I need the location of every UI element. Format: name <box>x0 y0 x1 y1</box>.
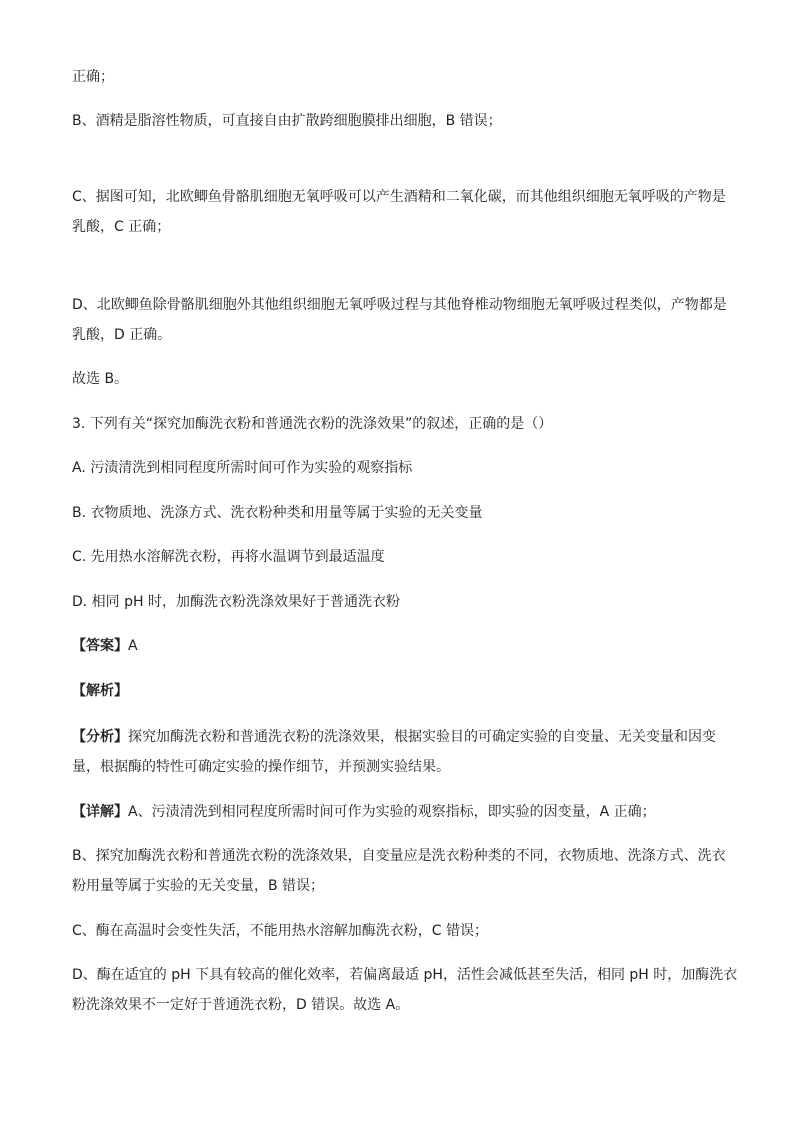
text-line: 故选 B。 <box>72 371 129 387</box>
text-line: B、探究加酶洗衣粉和普通洗衣粉的洗涤效果，自变量应是洗衣粉种类的不同，衣物质地、洗涤方式、洗衣 <box>72 848 726 864</box>
question-option-d: D. 相同 pH 时，加酶洗衣粉洗涤效果好于普通洗衣粉 <box>72 594 400 610</box>
text-line: 乳酸，D 正确。 <box>72 327 172 343</box>
text-line: 正确； <box>72 69 114 85</box>
question-stem: 3. 下列有关“探究加酶洗衣粉和普通洗衣粉的洗涤效果”的叙述，正确的是（） <box>72 416 553 432</box>
text-line: C、据图可知，北欧鲫鱼骨骼肌细胞无氧呼吸可以产生酒精和二氧化碳，而其他组织细胞无氧呼吸的产物是 <box>72 189 726 205</box>
text-line: B、酒精是脂溶性物质，可直接自由扩散跨细胞膜排出细胞，B 错误； <box>72 113 502 129</box>
xiangjie-tag: 【详解】 <box>72 804 128 820</box>
question-option-c: C. 先用热水溶解洗衣粉，再将水温调节到最适温度 <box>72 549 385 565</box>
text-line: 粉洗涤效果不一定好于普通洗衣粉，D 错误。故选 A。 <box>72 997 410 1013</box>
text-line: 乳酸，C 正确； <box>72 219 171 235</box>
text-line: C、酶在高温时会变性失活，不能用热水溶解加酶洗衣粉，C 错误； <box>72 923 488 939</box>
fenxi-line <box>72 722 722 753</box>
question-option-b: B. 衣物质地、洗涤方式、洗衣粉种类和用量等属于实验的无关变量 <box>72 505 483 521</box>
text-line: 粉用量等属于实验的无关变量，B 错误； <box>72 878 325 894</box>
fenxi-tag: 【分析】 <box>72 729 128 745</box>
xiangjie-text: A、污渍清洗到相同程度所需时间可作为实验的观察指标，即实验的因变量，A 正确； <box>128 804 656 820</box>
analysis-tag-line <box>72 676 722 707</box>
text-line: 量，根据酶的特性可确定实验的操作细节，并预测实验结果。 <box>72 759 450 775</box>
answer-value: A <box>128 638 138 654</box>
text-line: D、北欧鲫鱼除骨骼肌细胞外其他组织细胞无氧呼吸过程与其他脊椎动物细胞无氧呼吸过程类似，产物都是 <box>72 297 727 313</box>
answer-line <box>72 631 722 662</box>
text-line: D、酶在适宜的 pH 下具有较高的催化效率，若偏离最适 pH，活性会减低甚至失活，相同 pH 时，加酶洗衣 <box>72 967 738 983</box>
question-option-a: A. 污渍清洗到相同程度所需时间可作为实验的观察指标 <box>72 460 413 476</box>
xiangjie-line <box>72 797 722 828</box>
analysis-tag: 【解析】 <box>72 683 128 699</box>
fenxi-text: 探究加酶洗衣粉和普通洗衣粉的洗涤效果，根据实验目的可确定实验的自变量、无关变量和因变 <box>128 729 716 745</box>
answer-tag: 【答案】 <box>72 638 128 654</box>
